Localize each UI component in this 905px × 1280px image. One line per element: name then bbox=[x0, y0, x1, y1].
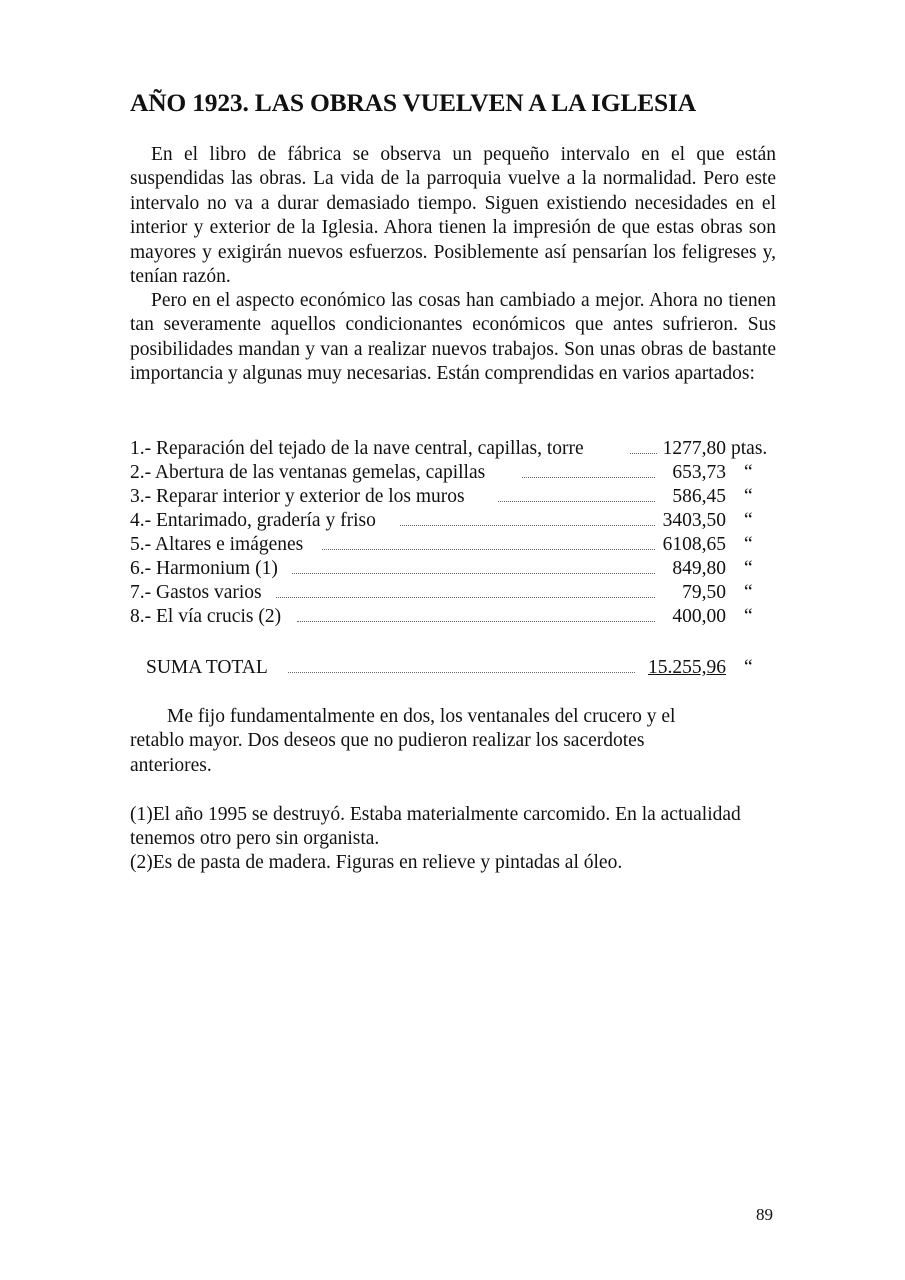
footnote-2: (2)Es de pasta de madera. Figuras en relieve y pintadas al óleo. bbox=[130, 852, 623, 873]
expense-amount: 849,80 bbox=[672, 558, 726, 579]
expense-item bbox=[130, 461, 772, 485]
expense-label: 8.- El vía crucis (2) bbox=[130, 606, 282, 627]
expense-amount: 653,73 bbox=[672, 462, 726, 483]
paragraph-intro: En el libro de fábrica se observa un pequeño intervalo en el que están suspendidas las obras. La vida de la parroquia vuelve a la normalidad. Pero este intervalo no va a durar demasiado tiempo. Siguen existiendo necesidades en el interior y exterior de la Iglesia. Ahora tienen la impresión de que estas obras son mayores y exigirán nuevos esfuerzos. Posiblemente así pensarían los feligreses y, tenían razón. bbox=[130, 144, 776, 288]
expense-label: 4.- Entarimado, gradería y friso bbox=[130, 510, 376, 531]
total-row bbox=[146, 656, 772, 680]
ditto-mark: “ bbox=[744, 486, 753, 507]
expense-item bbox=[130, 533, 772, 557]
expense-amount: 586,45 bbox=[672, 486, 726, 507]
ditto-mark: “ bbox=[744, 558, 753, 579]
paragraph-closing: Me fijo fundamentalmente en dos, los ventanales del crucero y el retablo mayor. Dos deseos que no pudieron realizar los sacerdotes anteriores. bbox=[130, 706, 676, 776]
dotted-leader bbox=[276, 597, 655, 598]
ditto-mark: “ bbox=[744, 510, 753, 531]
expense-amount: 79,50 bbox=[682, 582, 726, 603]
expense-amount: 3403,50 bbox=[662, 510, 726, 531]
expense-amount: 6108,65 bbox=[662, 534, 726, 555]
expense-label: 1.- Reparación del tejado de la nave central, capillas, torre bbox=[130, 438, 584, 459]
dotted-leader bbox=[322, 549, 655, 550]
page-title: AÑO 1923. LAS OBRAS VUELVEN A LA IGLESIA bbox=[130, 88, 696, 117]
total-amount: 15.255,96 bbox=[648, 657, 726, 678]
expense-item bbox=[130, 605, 772, 629]
ditto-mark: “ bbox=[744, 534, 753, 555]
expense-label: 5.- Altares e imágenes bbox=[130, 534, 304, 555]
dotted-leader bbox=[400, 525, 655, 526]
footnote-1: (1)El año 1995 se destruyó. Estaba materialmente carcomido. En la actualidad tenemos otro pero sin organista. bbox=[130, 804, 741, 850]
expense-amount: 1277,80 bbox=[662, 438, 726, 459]
dotted-leader bbox=[288, 672, 635, 673]
page-number: 89 bbox=[756, 1205, 773, 1224]
expense-label: 2.- Abertura de las ventanas gemelas, capillas bbox=[130, 462, 486, 483]
expense-item bbox=[130, 509, 772, 533]
ditto-mark: “ bbox=[744, 462, 753, 483]
ditto-mark: “ bbox=[744, 657, 753, 678]
dotted-leader bbox=[297, 621, 655, 622]
dotted-leader bbox=[292, 573, 655, 574]
expense-item bbox=[130, 485, 772, 509]
paragraph-economy: Pero en el aspecto económico las cosas han cambiado a mejor. Ahora no tienen tan severamente aquellos condicionantes económicos que antes sufrieron. Sus posibilidades mandan y van a realizar nuevos trabajos. Son unas obras de bastante importancia y algunas muy necesarias. Están comprendidas en varios apartados: bbox=[130, 290, 776, 385]
expense-label: 7.- Gastos varios bbox=[130, 582, 262, 603]
expense-amount: 400,00 bbox=[672, 606, 726, 627]
ditto-mark: “ bbox=[744, 582, 753, 603]
expense-item bbox=[130, 581, 772, 605]
dotted-leader bbox=[498, 501, 655, 502]
expense-label: 3.- Reparar interior y exterior de los muros bbox=[130, 486, 465, 507]
ditto-mark: “ bbox=[744, 606, 753, 627]
expense-item bbox=[130, 557, 772, 581]
dotted-leader bbox=[630, 453, 657, 454]
currency-unit: ptas. bbox=[731, 438, 768, 459]
total-label: SUMA TOTAL bbox=[146, 657, 268, 678]
expense-item bbox=[130, 437, 772, 461]
dotted-leader bbox=[522, 477, 655, 478]
expense-label: 6.- Harmonium (1) bbox=[130, 558, 278, 579]
